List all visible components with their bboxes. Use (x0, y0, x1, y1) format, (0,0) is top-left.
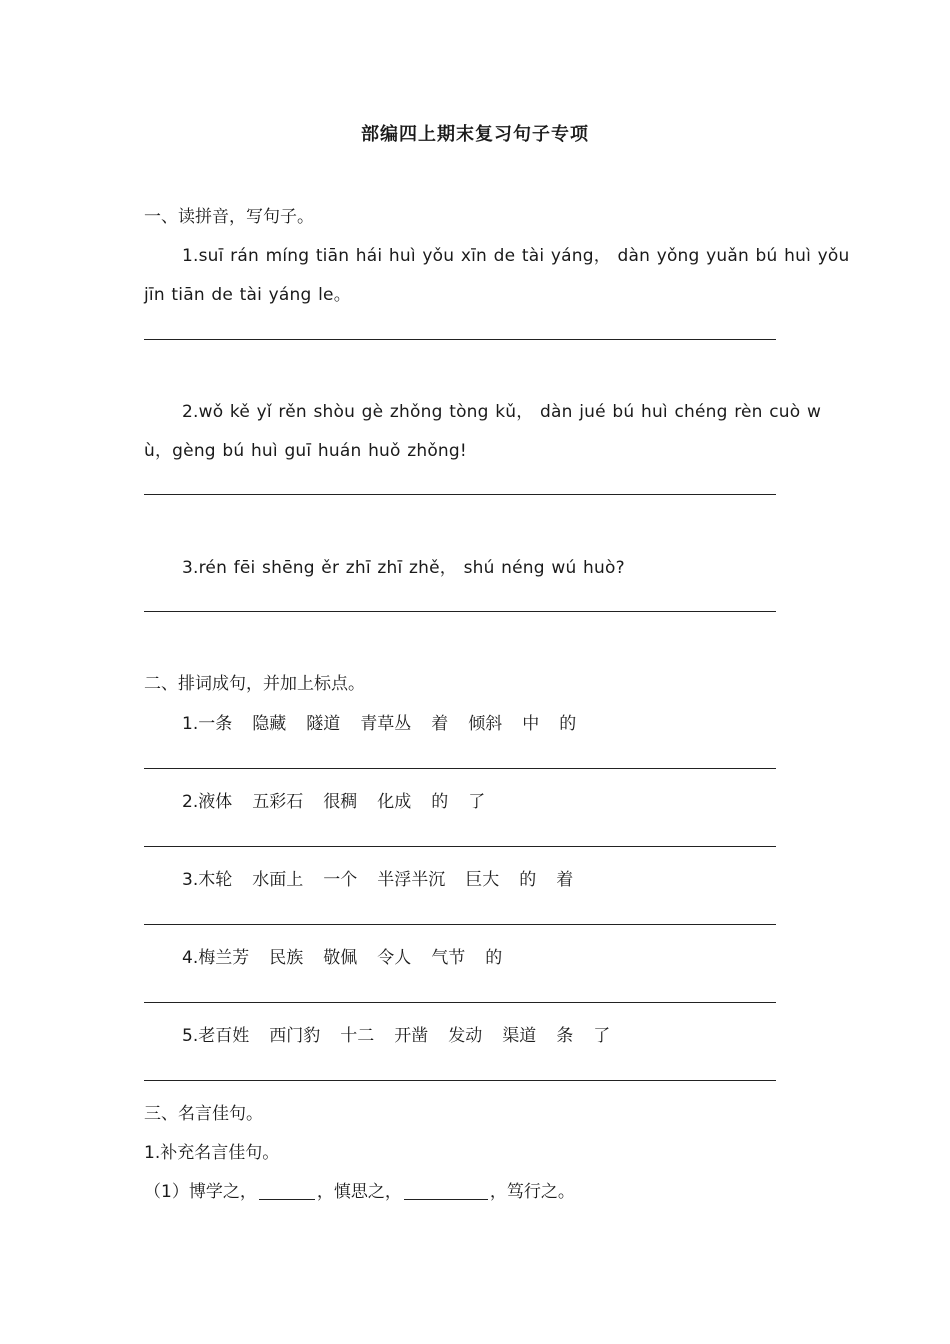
word: 敬佩 (323, 948, 358, 968)
quote-mid: ，慎思之， (316, 1182, 402, 1202)
word-order-item-2 (182, 787, 505, 812)
word: 梅兰芳 (198, 948, 250, 968)
word: 渠道 (502, 1026, 537, 1046)
answer-line[interactable] (144, 1002, 776, 1003)
word: 开凿 (394, 1026, 429, 1046)
section3-subheading: 1.补充名言佳句。 (144, 1143, 280, 1163)
word: 气节 (431, 948, 466, 968)
word: 倾斜 (468, 714, 503, 734)
answer-line[interactable] (144, 768, 776, 769)
answer-line[interactable] (144, 924, 776, 925)
word-order-item-5 (182, 1021, 630, 1046)
quote-prefix: （1）博学之， (144, 1182, 257, 1202)
pinyin-item-1-line2: jīn tiān de tài yáng le。 (144, 285, 351, 305)
word: 了 (468, 792, 486, 812)
word: 条 (556, 1026, 574, 1046)
item-number: 1. (182, 714, 199, 734)
item-number: 3. (182, 870, 199, 890)
answer-line[interactable] (144, 494, 776, 495)
pinyin-item-2-line2: ù，gèng bú huì guī huán huǒ zhǒng! (144, 441, 467, 461)
pinyin-item-1-line1: 1.suī rán míng tiān hái huì yǒu xīn de tài yáng， dàn yǒng yuǎn bú huì yǒu (182, 246, 850, 266)
word-order-item-1 (182, 709, 596, 734)
section2-heading: 二、排词成句，并加上标点。 (144, 674, 365, 694)
word: 的 (485, 948, 503, 968)
item-number: 2. (182, 792, 199, 812)
word: 半浮半沉 (377, 870, 446, 890)
item-number: 4. (182, 948, 199, 968)
word: 巨大 (465, 870, 500, 890)
section1-heading: 一、读拼音，写句子。 (144, 207, 314, 227)
fill-blank[interactable] (259, 1183, 315, 1200)
pinyin-item-3-line1: 3.rén fēi shēng ěr zhī zhī zhě， shú néng wú huò? (182, 558, 625, 578)
word: 十二 (340, 1026, 375, 1046)
word-order-item-4 (182, 943, 522, 968)
word: 木轮 (198, 870, 233, 890)
word: 令人 (377, 948, 412, 968)
word: 五彩石 (252, 792, 304, 812)
word: 着 (556, 870, 574, 890)
answer-line[interactable] (144, 1080, 776, 1081)
word: 很稠 (323, 792, 358, 812)
item-number: 5. (182, 1026, 199, 1046)
page-title: 部编四上期末复习句子专项 (361, 124, 589, 145)
word: 老百姓 (198, 1026, 250, 1046)
answer-line[interactable] (144, 611, 776, 612)
word: 中 (522, 714, 540, 734)
word: 着 (431, 714, 449, 734)
pinyin-item-2-line1: 2.wǒ kě yǐ rěn shòu gè zhǒng tòng kǔ， dàn jué bú huì chéng rèn cuò w (182, 402, 822, 422)
answer-line[interactable] (144, 846, 776, 847)
word: 西门豹 (269, 1026, 321, 1046)
word: 发动 (448, 1026, 483, 1046)
quote-fill-item-1 (144, 1177, 575, 1202)
word: 的 (431, 792, 449, 812)
fill-blank[interactable] (404, 1183, 488, 1200)
section3-heading: 三、名言佳句。 (144, 1104, 263, 1124)
word: 了 (593, 1026, 611, 1046)
word: 水面上 (252, 870, 304, 890)
word-order-item-3 (182, 865, 593, 890)
word: 青草丛 (360, 714, 412, 734)
word: 隧道 (306, 714, 341, 734)
word: 民族 (269, 948, 304, 968)
word: 化成 (377, 792, 412, 812)
word: 液体 (198, 792, 233, 812)
quote-suffix: ，笃行之。 (489, 1182, 575, 1202)
word: 隐藏 (252, 714, 287, 734)
word: 一条 (198, 714, 233, 734)
word: 的 (519, 870, 537, 890)
word: 的 (559, 714, 577, 734)
word: 一个 (323, 870, 358, 890)
answer-line[interactable] (144, 339, 776, 340)
